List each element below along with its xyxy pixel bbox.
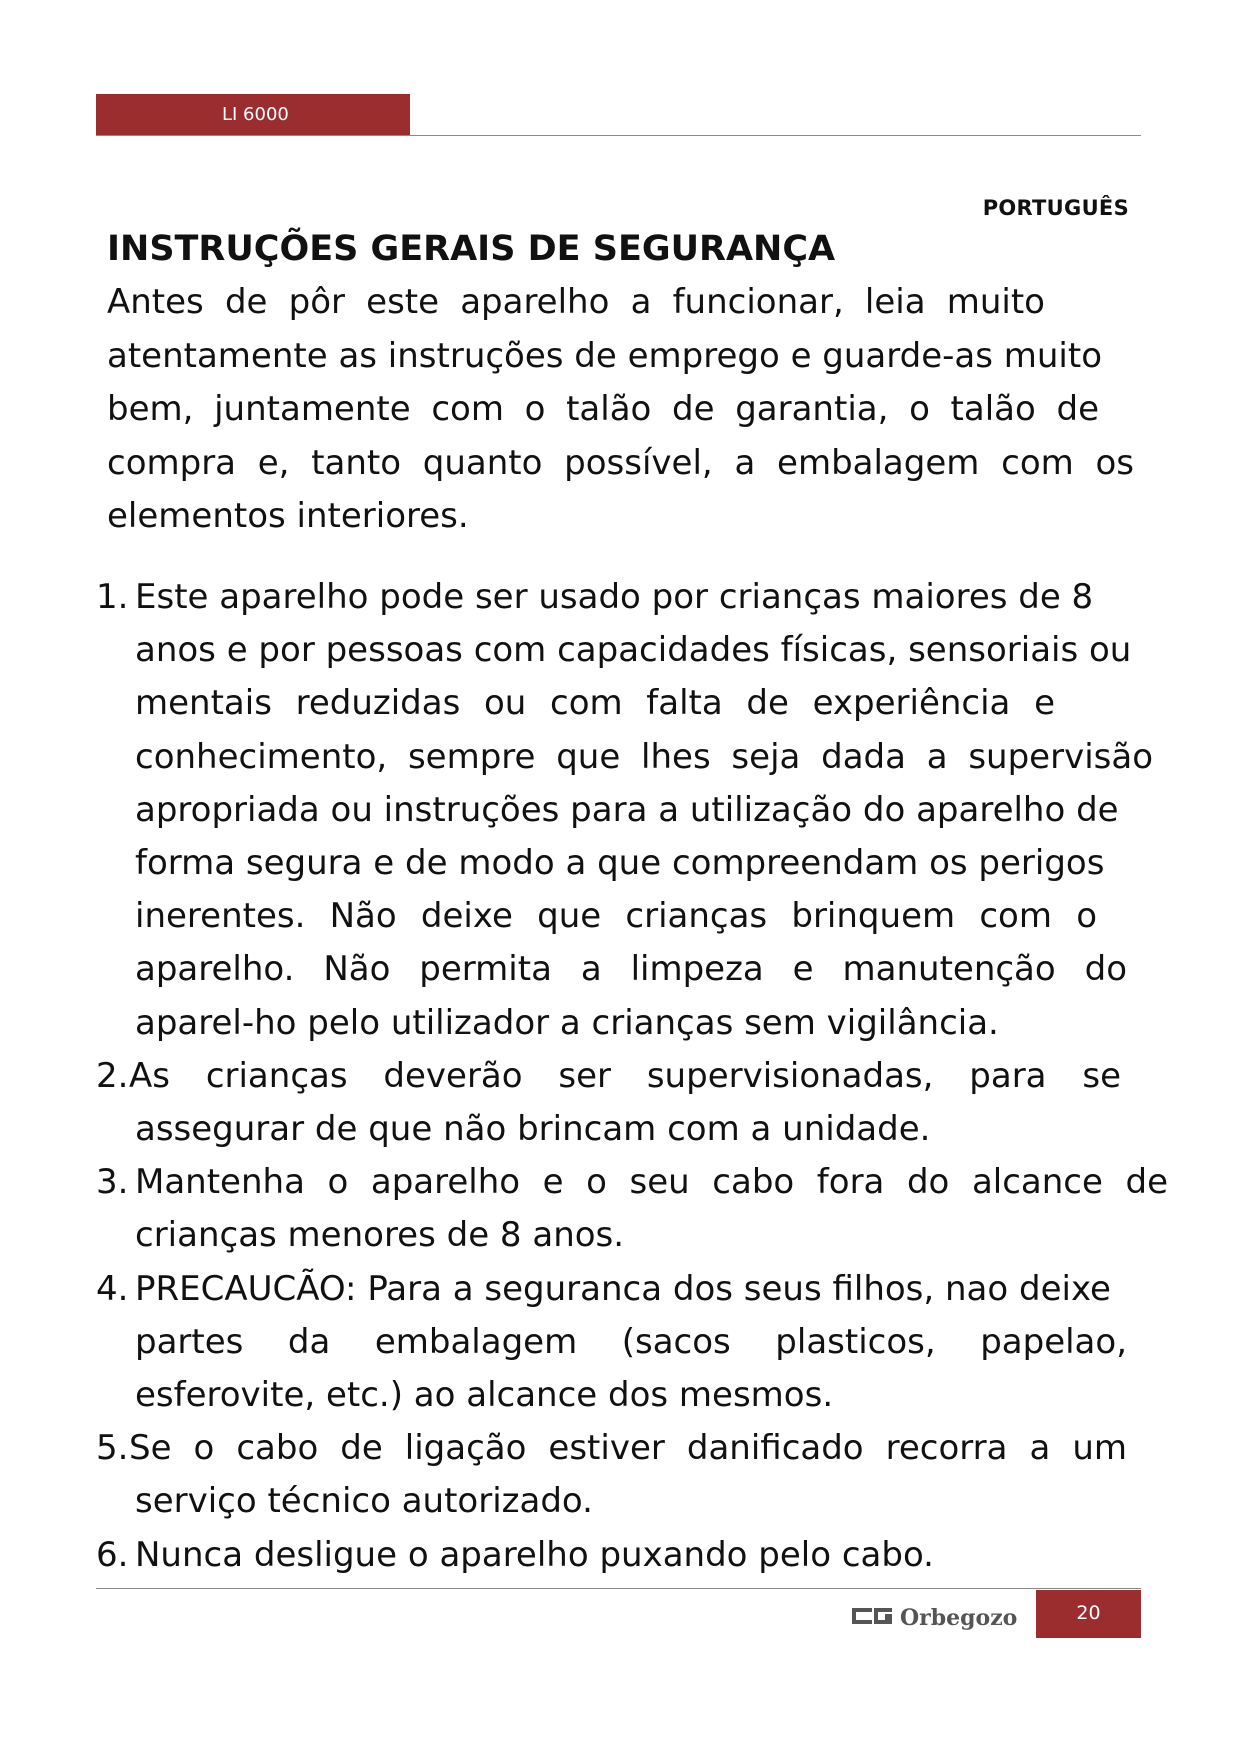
list-item: [96, 1156, 1176, 1262]
language-label: PORTUGUÊS: [982, 196, 1129, 220]
page-number-badge: [1036, 1590, 1141, 1638]
intro-line: Antes de pôr este aparelho a funcionar, leia muito: [107, 282, 1045, 322]
item-line: assegurar de que não brincam com a unidade.: [135, 1109, 931, 1150]
item-line: crianças menores de 8 anos.: [135, 1215, 625, 1256]
item-line: apropriada ou instruções para a utilização do aparelho de: [135, 789, 1119, 830]
item-number: 3.: [96, 1162, 129, 1203]
list-item: [96, 1422, 1176, 1528]
item-line: Mantenha o aparelho e o seu cabo fora do alcance de: [135, 1162, 1168, 1203]
list-item: [96, 571, 1176, 1050]
intro-line: compra e, tanto quanto possível, a embalagem com os: [107, 442, 1134, 483]
intro-line: atentamente as instruções de emprego e guarde-as muito: [107, 335, 1103, 376]
list-item: [96, 1263, 1176, 1423]
item-line: Nunca desligue o aparelho puxando pelo cabo.: [135, 1534, 934, 1575]
item-line: Este aparelho pode ser usado por crianças maiores de 8: [135, 577, 1094, 617]
item-line: anos e por pessoas com capacidades físicas, sensoriais ou: [135, 630, 1132, 671]
item-number: 4.: [96, 1268, 129, 1309]
item-number: 5.: [96, 1428, 129, 1469]
item-line: As crianças deverão ser supervisionadas, para se: [129, 1055, 1121, 1096]
brand-wordmark: Orbegozo: [900, 1605, 1018, 1631]
item-number: 2.: [96, 1055, 129, 1096]
item-line: PRECAUCÃO: Para a seguranca dos seus filhos, nao deixe: [135, 1268, 1111, 1309]
header-tab: [96, 94, 410, 136]
item-line: Se o cabo de ligação estiver danificado recorra a um: [129, 1428, 1127, 1469]
orbegozo-logo-icon: [852, 1596, 1032, 1636]
item-line: partes da embalagem (sacos plasticos, papelao,: [135, 1321, 1127, 1362]
list-item: [96, 1050, 1176, 1156]
page-number: 20: [1076, 1602, 1101, 1624]
list-item: [96, 1529, 1176, 1582]
item-line: aparelho. Não permita a limpeza e manutenção do: [135, 949, 1127, 990]
item-number: 6.: [96, 1534, 129, 1575]
page-title: INSTRUÇÕES GERAIS DE SEGURANÇA: [107, 229, 836, 269]
safety-instructions-list: [96, 571, 1176, 1582]
item-line: conhecimento, sempre que lhes seja dada a supervisão: [135, 736, 1153, 777]
footer-divider: [96, 1588, 1141, 1589]
intro-line: elementos interiores.: [107, 496, 469, 537]
item-line: forma segura e de modo a que compreendam os perigos: [135, 843, 1105, 884]
item-number: 1.: [96, 577, 129, 617]
intro-paragraph: [107, 276, 1144, 544]
item-line: esferovite, etc.) ao alcance dos mesmos.: [135, 1375, 834, 1416]
item-line: mentais reduzidas ou com falta de experiência e: [135, 683, 1055, 724]
intro-line: bem, juntamente com o talão de garantia, o talão de: [107, 389, 1099, 430]
model-label: LI 6000: [222, 104, 289, 125]
item-line: inerentes. Não deixe que crianças brinquem com o: [135, 896, 1097, 937]
item-line: aparel-ho pelo utilizador a crianças sem vigilância.: [135, 1002, 999, 1043]
item-line: serviço técnico autorizado.: [135, 1481, 593, 1522]
header-divider: [96, 135, 1141, 136]
